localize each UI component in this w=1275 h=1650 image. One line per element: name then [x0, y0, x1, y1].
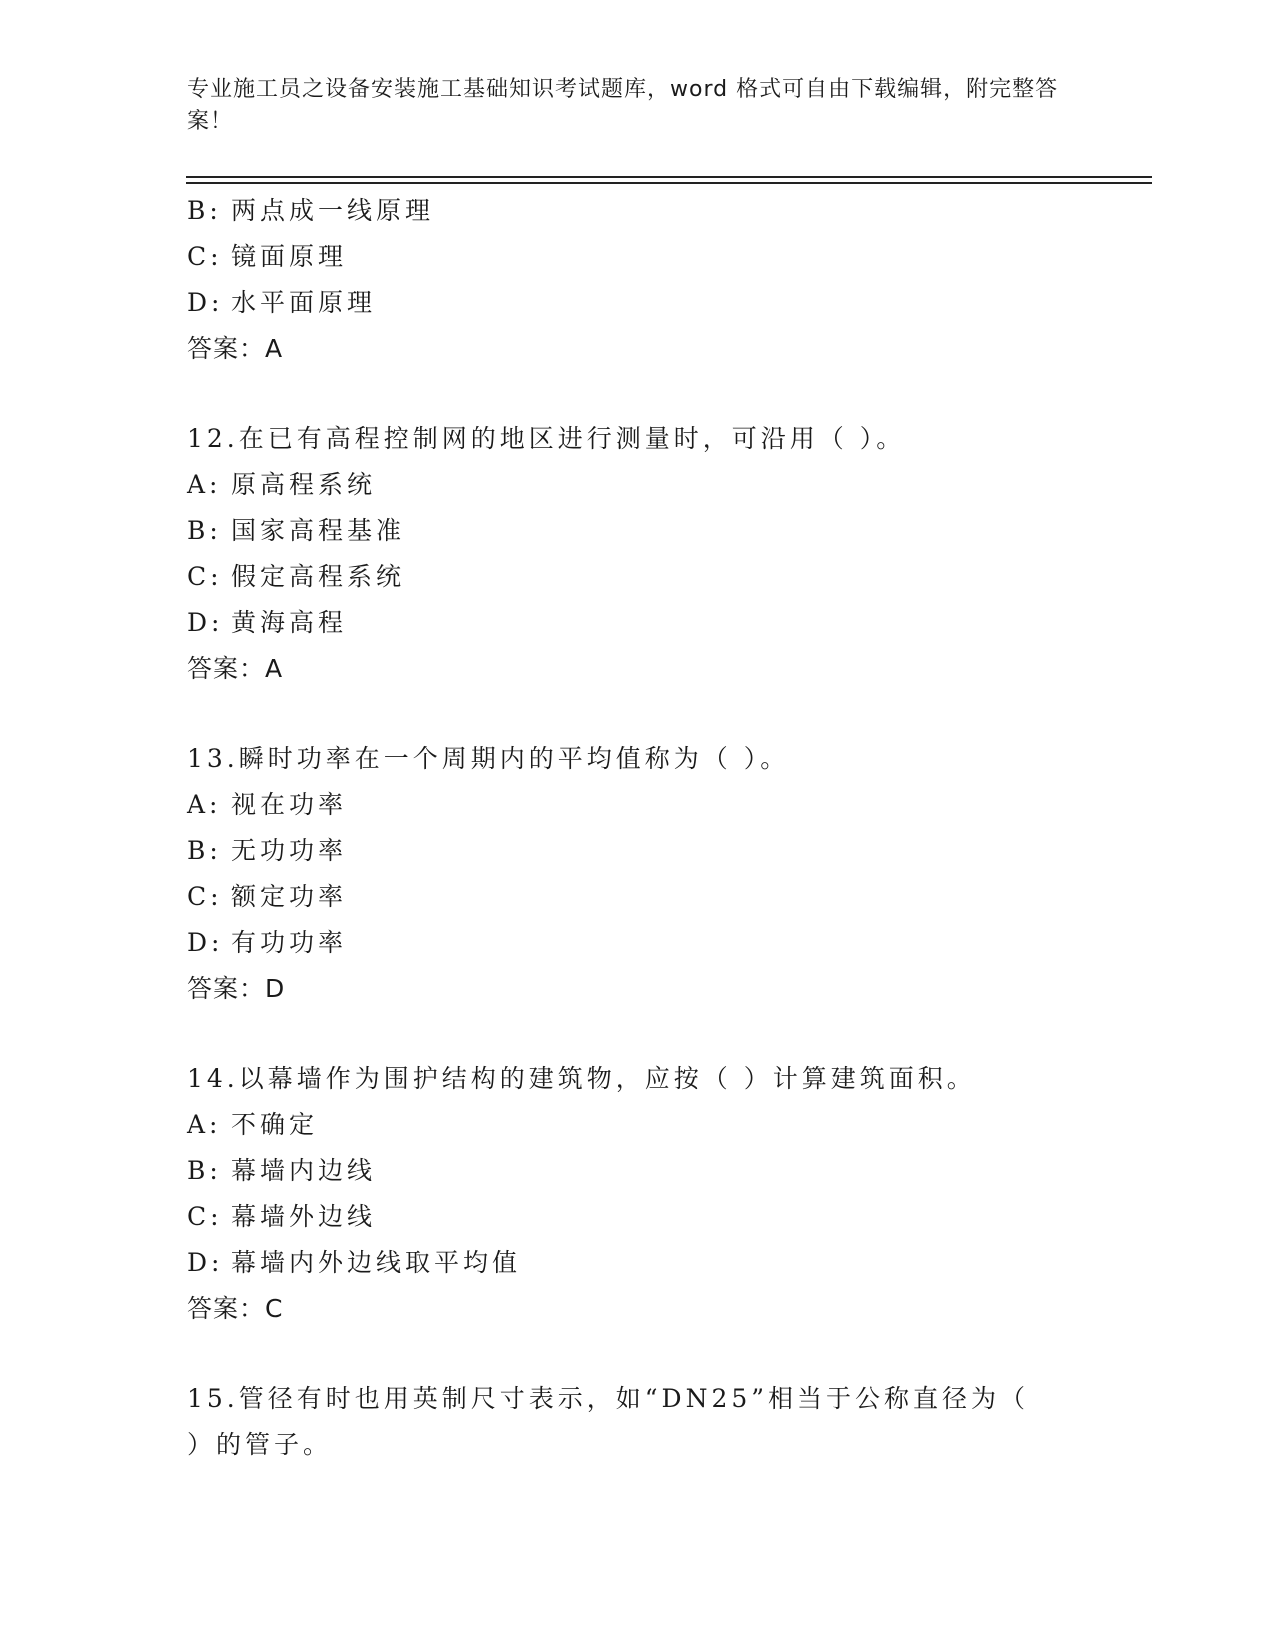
option-d: D: 有功功率 — [187, 928, 348, 957]
answer-line: 答案：A — [187, 334, 284, 363]
header-divider-top — [186, 176, 1152, 178]
option-b: B: 国家高程基准 — [187, 516, 406, 545]
option-b: B: 无功功率 — [187, 836, 348, 865]
question-14 — [187, 1056, 1147, 1332]
option-c: C: 镜面原理 — [187, 242, 348, 271]
header-divider-bottom — [186, 182, 1152, 184]
question-list — [187, 188, 1147, 1468]
answer-line: 答案：A — [187, 654, 284, 683]
document-header: 专业施工员之设备安装施工基础知识考试题库，word 格式可自由下载编辑，附完整答案！ — [187, 77, 1059, 134]
answer-line: 答案：C — [187, 1294, 284, 1323]
option-b: B: 两点成一线原理 — [187, 196, 435, 225]
option-c: C: 额定功率 — [187, 882, 348, 911]
question-12 — [187, 416, 1147, 692]
option-c: C: 幕墙外边线 — [187, 1202, 377, 1231]
question-stem: 12.在已有高程控制网的地区进行测量时，可沿用（ ）。 — [187, 424, 906, 453]
question-stem: 13.瞬时功率在一个周期内的平均值称为（ ）。 — [187, 744, 790, 773]
option-c: C: 假定高程系统 — [187, 562, 406, 591]
option-d: D: 黄海高程 — [187, 608, 348, 637]
answer-line: 答案：D — [187, 974, 286, 1003]
question-15 — [187, 1376, 1147, 1468]
option-d: D: 幕墙内外边线取平均值 — [187, 1248, 522, 1277]
option-b: B: 幕墙内边线 — [187, 1156, 377, 1185]
question-11-continued — [187, 188, 1147, 372]
option-d: D: 水平面原理 — [187, 288, 377, 317]
question-13 — [187, 736, 1147, 1012]
option-a: A: 不确定 — [187, 1110, 319, 1139]
option-a: A: 原高程系统 — [187, 470, 377, 499]
question-stem: 15.管径有时也用英制尺寸表示，如“DN25”相当于公称直径为（ ）的管子。 — [187, 1384, 1030, 1459]
question-stem: 14.以幕墙作为围护结构的建筑物，应按（ ）计算建筑面积。 — [187, 1064, 976, 1093]
option-a: A: 视在功率 — [187, 790, 348, 819]
